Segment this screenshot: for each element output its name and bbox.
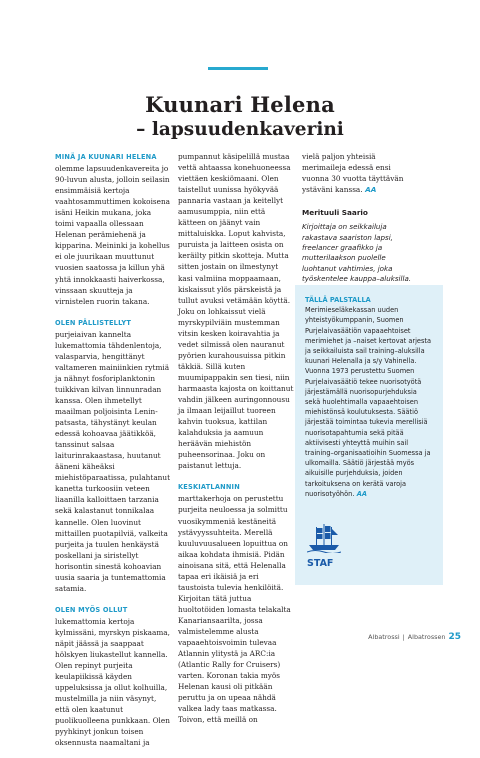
author-name: Merituuli Saario (302, 208, 368, 218)
end-mark-icon: AA (362, 185, 377, 195)
paragraph (178, 151, 294, 471)
title-accent-rule (208, 67, 268, 70)
footer-publication-left: Albatrossi (368, 633, 400, 641)
info-box-text (305, 295, 433, 499)
author-bio: Kirjoittaja on seikkailuja rakastava saariston lapsi, freelancer graafikko ja mutterilaakson puolelle luohtanut vahtimies, joka työskentelee kauppa–aluksilla. (302, 222, 412, 284)
column-1 (55, 151, 171, 758)
paragraph (55, 151, 171, 307)
footer-separator: | (402, 633, 405, 641)
page-number: 25 (448, 632, 461, 642)
info-box-lead: TÄLLÄ PALSTALLA (305, 296, 371, 304)
staf-logo (307, 523, 343, 569)
paragraph-lead: OLEN MYÖS OLLUT (55, 605, 128, 614)
info-box (295, 285, 443, 585)
paragraph-text: pumpannut käsipelillä mustaa vettä ahtaassa konehuoneessa viettäen keskiömaani. Olen taistellut uunissa hyökyvää pannaria vastaan ja keitellyt aamusumppia, niin että kätteen on jäänyt vain mittaluiskka. Loput kahvista, puruista ja laitteen osista on keräilty pitkin skotteja. Mutta sitten jostain on ilmestynyt kasi valmiina moppaamaan, kiskaissut ylös pärskeistä ja tullut avuksi vetämään köyttä. Joku on lohkaissut vielä myrskypilviäin mustemman vitsin kesken koiravahtia ja vedet silmissä olen nauranut pyörien kurahousuissa pitkin täkkiä. Sillä kuten muumipappakin sen tiesi, niin harmaasta kajosta on koittanut vahdin jälkeen auringonnousu ja ilmaan leijaillut tuoreen kahvin tuoksua, kattilan kalahduksia ja aamuun heräävän miehistön puheensorinaa. Joku on paistanut lettuja. (178, 152, 294, 471)
paragraph (55, 317, 171, 594)
info-box-body: Merimieseläkekassan uuden yhteistyökumppanin, Suomen Purjelaivasäätiön vapaaehtoiset merimiehet ja –naiset kertovat arjesta ja seikkailuista sail training–aluksilla kuunari Helenalla ja s/y Vahinella. Vuonna 1973 perustettu Suomen Purjelaivasäätiö tekee nuorisotyötä järjestämällä nuorisopurjehduksia sekä huolehtimalla vapaaehtoisen miehistönsä koulutuksesta. Säätiö järjestää toimintaa tukevia merellisiä nuorisotapahtumia sekä pitää aktiivisesti yhteyttä muihin sail training–organisaatioihin Suomessa ja ulkomailla. Säätiö järjestää myös aikuisille purjehduksia, joiden tarkoituksena on kerätä varoja nuorisotyöhön. (305, 306, 432, 498)
staf-logo-text: STAF (307, 558, 334, 569)
article-title: Kuunari Helena (145, 92, 335, 117)
paragraph-lead: OLEN PÄLLISTELLYT (55, 318, 132, 327)
end-mark-icon: AA (354, 489, 367, 498)
page-footer (0, 632, 461, 642)
paragraph-lead: KESKIATLANNIN (178, 483, 240, 492)
paragraph-text: lukemattomia kertoja kylmissäni, myrskyn piskaama, näpit jäässä ja saappaat hölskyen liukastellut kannella. Olen repinyt purjeita keulapiikissä käyden uppeluksissa ja ollut kolhuilla, mustelmilla ja niin väsynyt, että olen kaatunut puolikuolleena punkkaan. Olen pyyhkinyt jonkun toisen oksennusta naamaltani ja (55, 616, 170, 748)
column-2 (178, 151, 294, 735)
paragraph-text: olemme lapsuudenkavereita jo 90-luvun alusta, jolloin seilasin ensimmäisiä kertoja vaahtosammuttimen kokoisena isäni Heikin mukana, joka toimi vapaalla ollessaan Helenan perämiehenä ja kipparina. Meininki ja kohellus ei ole juurikaan muuttunut vuosien saatossa ja killun yhä yhtä innokkaasti haiverkossa, vinssaan skuutteja ja virnistelen ruorin takana. (55, 164, 171, 306)
paragraph-text: purjeiaivan kannelta lukemattomia tähdenlentoja, valasparvia, hengittänyt valtameren mainiinkien rytmiä ja nähnyt fosforiplanktonin tuikkivan kilvan linnunradan kanssa. Olen ihmetellyt maailman poljoisinta Lenin-patsasta, tähystänyt keulan edessä kohoavaa jäätikköä, tanssinut salsaa laiturinrakaastasa, huutanut ääneni käheäksi miehistöparaatissa, pulahtanut kanetta turkoosiin veteen liaanilla kalloittaen tarzania sekä kalastanut tonnikalaa kannelle. Olen luovinut mittaillen puotapilviä, valkeita purjeita ja tuulen henkäystä poskellani ja siristellyt horisontin sinestä kohoavian uusia saaria ja tuntemattomia satamia. (55, 329, 170, 593)
paragraph-lead: MINÄ JA KUUNARI HELENA (55, 153, 157, 161)
column-3 (302, 151, 418, 285)
footer-publication-right: Albatrossen (407, 633, 446, 641)
paragraph-text: marttakerhoja on perustettu purjeita neuloessa ja solmittu vuosikymmeniä kestäneitä ystävyyssuhteita. Merellä kuuluvuusalueen lopuittua on aikaa kohdata ihmisiä. Pidän ainoisana sitä, että Helenalla tapaa eri ikäisiä ja eri taustoista tulevia henkilöitä. Kirjoitan tätä juttua huoltotöiden lomasta telakalta Kanariansaarilta, jossa valmistelemme alusta vapaaehtoisvoimin tulevaa Atlannin ylitystä ja ARC:ia (Atlantic Rally for Cruisers) varten. Koronan takia myös Helenan kausi oli pitkään peruttu ja on upeaa nähdä valkea lady taas matkassa. Toivon, että meillä on (178, 494, 291, 725)
sailing-ship-icon (307, 523, 341, 553)
paragraph (302, 151, 418, 195)
paragraph-text: vielä paljon yhteisiä merimaileja edessä ensi vuonna 30 vuotta täyttävän ystäväni kanssa. (302, 152, 404, 195)
paragraph (55, 604, 171, 749)
paragraph (178, 481, 294, 725)
article-subtitle: – lapsuudenkaverini (136, 119, 344, 140)
